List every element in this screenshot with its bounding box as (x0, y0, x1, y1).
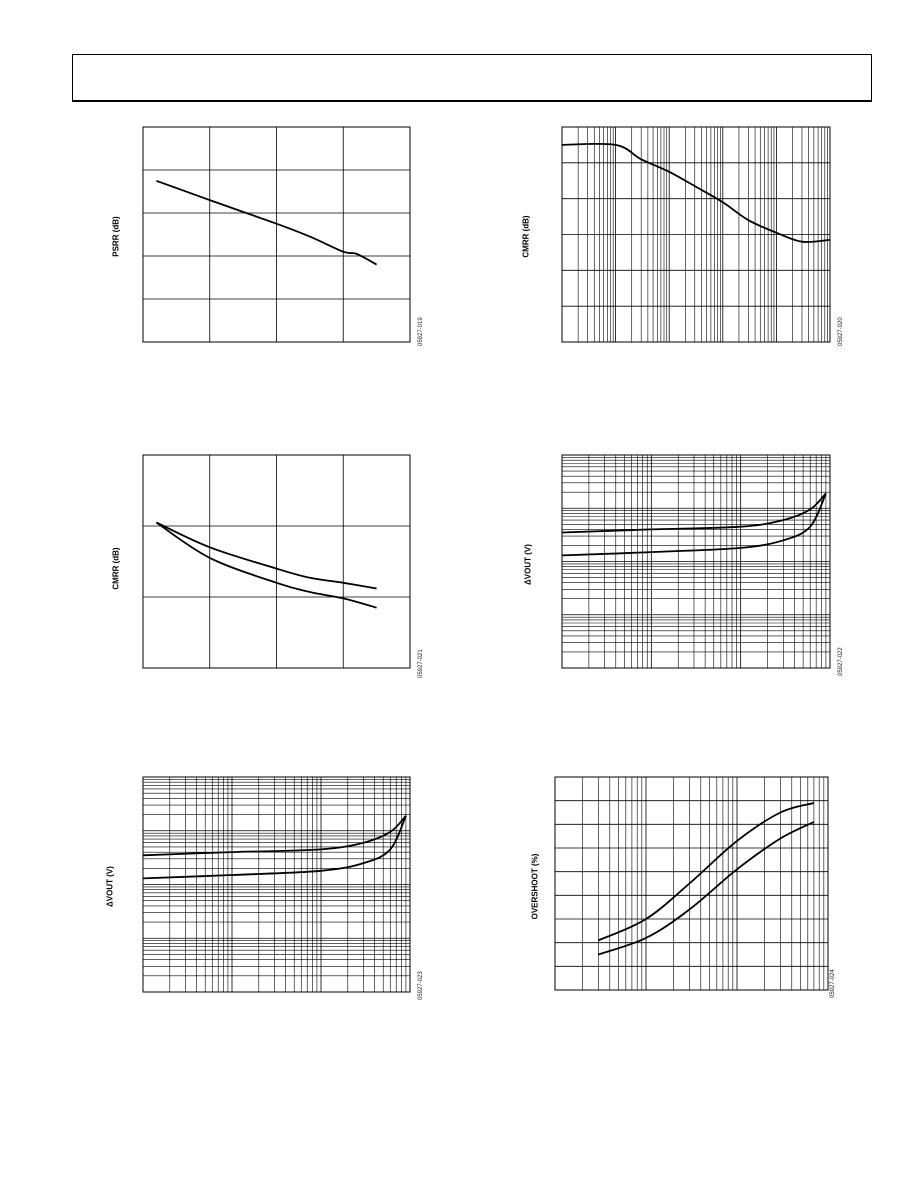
series-line-2 (598, 822, 814, 955)
page-header (72, 54, 872, 102)
chart-vout-1-plot (520, 448, 860, 688)
chart-cmrr-freq-figure-id: 05927-020 (838, 317, 844, 346)
chart-vout-1 (520, 448, 860, 688)
gridlines (143, 455, 410, 668)
chart-overshoot-plot (520, 770, 860, 1010)
chart-vout-2-ylabel: ΔVOUT (V) (105, 866, 115, 907)
chart-vout-2-figure-id: 05927-023 (418, 971, 424, 1000)
chart-cmrr-temp-figure-id: 05927-021 (418, 649, 424, 678)
gridlines (562, 127, 830, 342)
chart-vout-2-plot (100, 770, 440, 1010)
chart-cmrr-freq-ylabel: CMRR (dB) (521, 215, 531, 258)
chart-cmrr-temp-ylabel: CMRR (dB) (111, 547, 121, 590)
chart-cmrr-freq-plot (520, 120, 860, 360)
chart-psrr-plot (100, 120, 440, 360)
chart-cmrr-temp (100, 448, 440, 688)
chart-overshoot-figure-id: 05927-024 (830, 969, 836, 998)
chart-psrr (100, 120, 440, 360)
gridlines (143, 127, 410, 342)
chart-vout-1-ylabel: ΔVOUT (V) (523, 544, 533, 585)
gridlines (562, 455, 830, 668)
gridlines (143, 777, 410, 992)
chart-cmrr-freq (520, 120, 860, 360)
chart-psrr-ylabel: PSRR (dB) (111, 216, 121, 257)
chart-vout-1-figure-id: 05927-022 (838, 647, 844, 676)
chart-psrr-figure-id: 05927-019 (418, 317, 424, 346)
chart-overshoot (520, 770, 860, 1010)
chart-cmrr-temp-plot (100, 448, 440, 688)
series-line-1 (562, 144, 830, 242)
chart-overshoot-ylabel: OVERSHOOT (%) (530, 853, 540, 920)
chart-vout-2 (100, 770, 440, 1010)
